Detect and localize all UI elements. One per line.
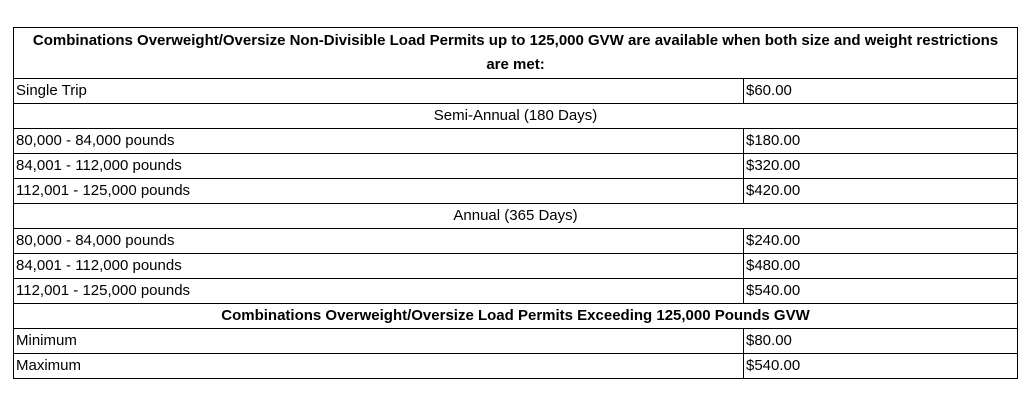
row-label: Single Trip xyxy=(14,79,744,104)
row-fee: $480.00 xyxy=(744,254,1018,279)
section-heading-annual: Annual (365 Days) xyxy=(14,204,1018,229)
row-label: 84,001 - 112,000 pounds xyxy=(14,154,744,179)
row-label: 112,001 - 125,000 pounds xyxy=(14,179,744,204)
row-fee: $540.00 xyxy=(744,354,1018,379)
row-fee: $180.00 xyxy=(744,129,1018,154)
table-header: Combinations Overweight/Oversize Non-Divisible Load Permits up to 125,000 GVW are available when both size and weight restrictions are met: xyxy=(14,28,1018,79)
table-row xyxy=(14,154,1018,179)
section-heading-row xyxy=(14,104,1018,129)
section-heading-row xyxy=(14,304,1018,329)
row-fee: $60.00 xyxy=(744,79,1018,104)
row-label: Maximum xyxy=(14,354,744,379)
row-label: Minimum xyxy=(14,329,744,354)
row-fee: $420.00 xyxy=(744,179,1018,204)
permit-fee-table xyxy=(13,27,1018,379)
table-row xyxy=(14,229,1018,254)
row-label: 84,001 - 112,000 pounds xyxy=(14,254,744,279)
table-row xyxy=(14,129,1018,154)
table-row xyxy=(14,329,1018,354)
table-row xyxy=(14,79,1018,104)
row-fee: $540.00 xyxy=(744,279,1018,304)
row-label: 112,001 - 125,000 pounds xyxy=(14,279,744,304)
table-row xyxy=(14,354,1018,379)
row-label: 80,000 - 84,000 pounds xyxy=(14,129,744,154)
row-label: 80,000 - 84,000 pounds xyxy=(14,229,744,254)
table-header-row xyxy=(14,28,1018,79)
section-heading-semi-annual: Semi-Annual (180 Days) xyxy=(14,104,1018,129)
table-row xyxy=(14,179,1018,204)
table-row xyxy=(14,279,1018,304)
table-row xyxy=(14,254,1018,279)
row-fee: $80.00 xyxy=(744,329,1018,354)
section-heading-exceeding: Combinations Overweight/Oversize Load Permits Exceeding 125,000 Pounds GVW xyxy=(14,304,1018,329)
row-fee: $320.00 xyxy=(744,154,1018,179)
section-heading-row xyxy=(14,204,1018,229)
row-fee: $240.00 xyxy=(744,229,1018,254)
